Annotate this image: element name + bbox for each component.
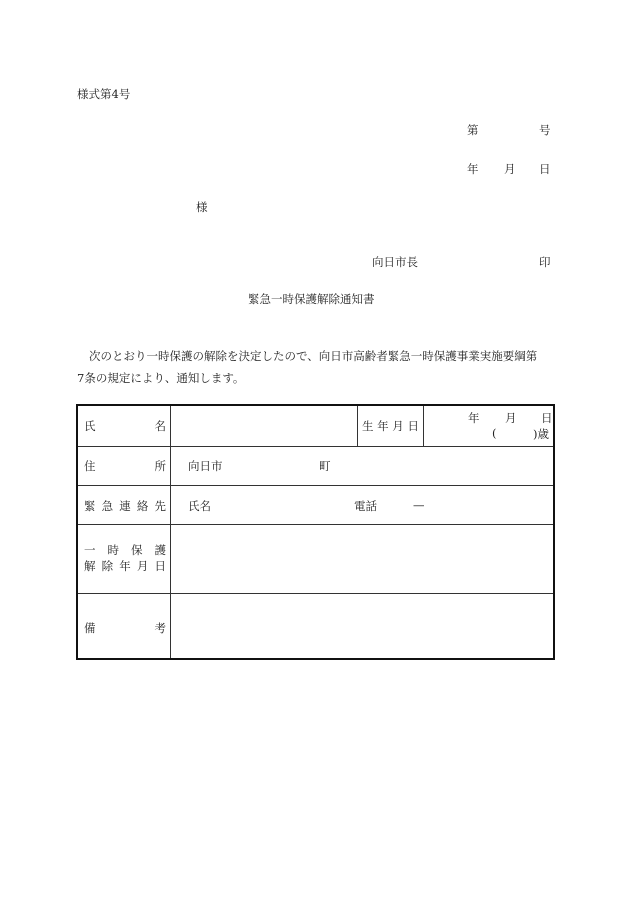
seal-mark: 印: [539, 255, 551, 269]
name-label: 氏 名: [84, 419, 166, 433]
doc-no-go: 号: [539, 123, 551, 137]
date-year: 年: [467, 162, 479, 176]
remarks-label: 備 考: [84, 621, 166, 635]
address-town: 町: [319, 459, 331, 473]
contact-name-label: 氏名: [188, 499, 211, 513]
recipient-honorific: 様: [196, 200, 208, 214]
address-label: 住 所: [84, 459, 166, 473]
birth-year: 年: [468, 411, 480, 425]
form-number: 様式第4号: [77, 87, 131, 101]
contact-phone-label: 電話: [354, 499, 377, 513]
birthdate-label: 生 年 月 日: [362, 419, 419, 433]
birth-month: 月: [505, 411, 517, 425]
emergency-contact-label: 緊 急 連 絡 先: [84, 499, 166, 513]
address-city: 向日市: [188, 459, 223, 473]
issuer-title: 向日市長: [372, 255, 418, 269]
body-line-1: 次のとおり一時保護の解除を決定したので、向日市高齢者緊急一時保護事業実施要綱第: [89, 349, 538, 363]
document-title: 緊急一時保護解除通知書: [248, 292, 375, 306]
body-line-2: 7条の規定により、通知します。: [77, 371, 245, 385]
doc-no-dai: 第: [467, 123, 479, 137]
date-day: 日: [539, 162, 551, 176]
age-open-paren: (: [492, 426, 497, 440]
age-suffix: )歳: [533, 427, 549, 441]
date-month: 月: [504, 162, 516, 176]
phone-dash: —: [413, 498, 425, 512]
release-date-label: 一 時 保 護 解 除 年 月 日: [84, 543, 166, 573]
birth-day: 日: [541, 411, 553, 425]
notice-table: [76, 404, 555, 660]
